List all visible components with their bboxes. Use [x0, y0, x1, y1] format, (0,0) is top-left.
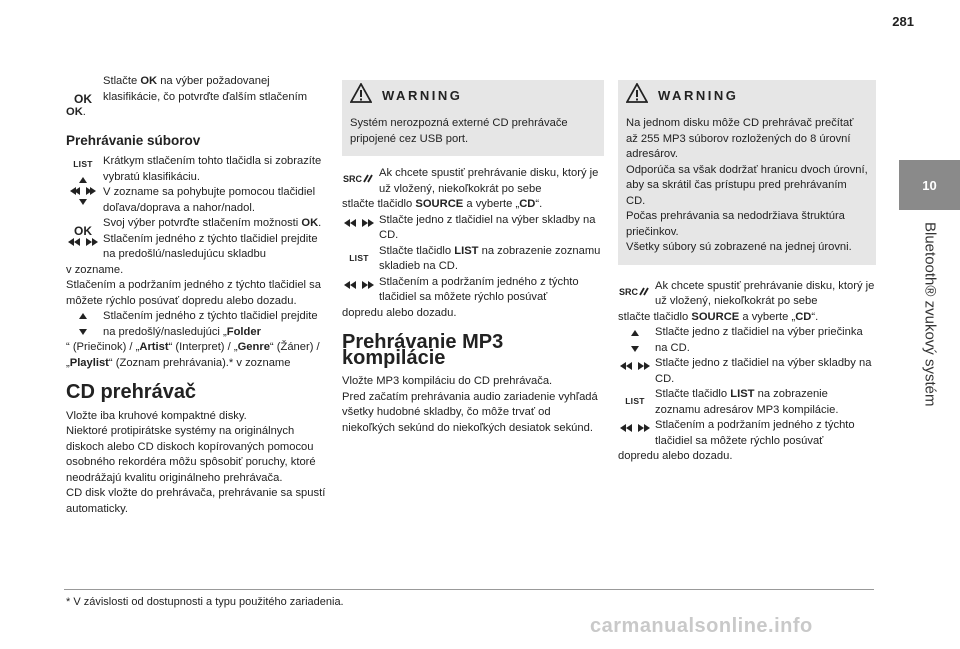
bold-text: SOURCE	[415, 198, 464, 210]
text: Stlačením a podržaním jedného z týchto tlačidiel sa môžete rýchlo posúvať	[655, 419, 855, 447]
watermark: carmanualsonline.info	[590, 615, 813, 637]
ok-confirm-instruction	[66, 216, 326, 238]
source-instruction	[342, 166, 604, 197]
svg-text:SRC: SRC	[343, 174, 363, 184]
fast-forward-tail: dopredu alebo dozadu.	[342, 306, 457, 319]
track-select-instruction	[618, 356, 876, 387]
fast-forward-instruction	[342, 275, 604, 306]
text: “.	[535, 198, 543, 210]
text: Stlačte tlačidlo	[379, 244, 455, 257]
mp3-heading: Prehrávanie MP3 kompilácie	[342, 331, 504, 369]
bold-text: OK	[301, 217, 319, 229]
bold-text: Playlist	[69, 356, 109, 369]
bold-text: Folder	[226, 325, 261, 338]
fast-forward-tail: dopredu alebo dozadu.	[618, 450, 733, 462]
list-instruction	[66, 154, 326, 185]
column-1	[66, 74, 326, 517]
category-instruction	[66, 309, 326, 340]
text: Stlačte jedno z tlačidiel na výber priečinka na CD.	[655, 326, 863, 354]
text: Stlačte tlačidlo	[655, 388, 731, 400]
bold-text: OK	[140, 75, 158, 87]
chapter-number-tab: 10	[899, 160, 960, 210]
folder-select-instruction	[618, 325, 876, 356]
text: Ak chcete spustiť prehrávanie disku, ktorý je už vložený, niekoľkokrát po sebe	[379, 167, 599, 195]
ok-instruction	[66, 74, 326, 105]
text: a vyberte „	[463, 198, 520, 210]
text: a vyberte „	[739, 310, 796, 323]
fast-forward-instruction	[618, 418, 876, 449]
text: Stlačte jedno z tlačidiel na výber skladby na CD.	[379, 213, 596, 241]
warning-triangle-icon	[350, 83, 372, 109]
ok-button-icon: OK	[74, 224, 92, 238]
chapter-title	[899, 222, 960, 552]
bold-text: CD	[519, 198, 536, 210]
bold-text: LIST	[454, 244, 479, 257]
text: Stlačte	[103, 75, 141, 87]
cd-heading: CD prehrávač	[66, 381, 197, 403]
left-right-arrows-icon	[342, 218, 376, 228]
bold-text: CD	[795, 310, 812, 323]
text: Krátkym stlačením tohto tlačidla si zobrazíte vybratú klasifikáciu.	[103, 155, 322, 183]
warning-box	[342, 80, 604, 156]
paragraph: v zozname. Stlačením a podržaním jedného z týchto tlačidiel sa môžete rýchlo posúvať dopredu alebo dozadu.	[66, 263, 321, 307]
column-3	[618, 80, 876, 465]
files-heading: Prehrávanie súborov	[66, 132, 201, 148]
text: stlačte tlačidlo	[618, 310, 692, 323]
left-right-arrows-icon	[342, 280, 376, 290]
text: Stlačením jedného z týchto tlačidiel prejdite na predošlú/nasledujúcu skladbu	[103, 232, 318, 260]
text: “ (Zoznam prehrávania).* v zozname	[108, 356, 291, 369]
text: Svoj výber potvrďte stlačením možnosti	[103, 217, 302, 229]
warning-triangle-icon	[626, 83, 648, 109]
up-down-arrows-icon	[66, 312, 100, 336]
nav-instruction	[66, 185, 326, 216]
left-right-arrows-icon	[618, 361, 652, 371]
text: stlačte tlačidlo	[342, 198, 416, 210]
cd-paragraph: Vložte iba kruhové kompaktné disky. Niektoré protipirátske systémy na originálnych diskoch alebo CD diskoch kopírovaných pomocou osobného rekordéra môžu spôsobiť poruchy, ktoré neodrážajú kvalitu originálneho prehrávača. CD disk vložte do prehrávača, prehrávanie sa spustí automaticky.	[66, 409, 326, 515]
text: na výber požadovanej klasifikácie, čo potvrďte ďalším stlačením	[103, 75, 308, 103]
bold-text: SOURCE	[691, 310, 740, 323]
source-button-icon	[618, 285, 652, 297]
text: “.	[811, 310, 819, 323]
footnote: * V závislosti od dostupnosti a typu použitého zariadenia.	[66, 596, 344, 608]
list-instruction	[342, 244, 604, 275]
list-instruction	[618, 387, 876, 418]
warning-box	[618, 80, 876, 265]
four-way-arrows-icon	[66, 175, 100, 207]
mp3-paragraph: Vložte MP3 kompiláciu do CD prehrávača. Pred začatím prehrávania audio zariadenie vyhľadá všetky hudobné skladby, čo môže trvať od niekoľkých sekúnd do niekoľkých desiatok sekúnd.	[342, 375, 598, 434]
text: V zozname sa pohybujte pomocou tlačidiel doľava/doprava a nahor/nadol.	[103, 186, 316, 214]
track-instruction	[66, 232, 326, 263]
left-right-arrows-icon	[66, 237, 100, 247]
column-2	[342, 80, 604, 436]
text: “ (Žáner) / „	[66, 341, 320, 369]
list-button-icon: LIST	[349, 252, 369, 263]
source-instruction	[618, 279, 876, 310]
text: Stlačením a podržaním jedného z týchto tlačidiel sa môžete rýchlo posúvať	[379, 275, 579, 303]
left-right-arrows-icon	[618, 423, 652, 433]
chapter-title-text: Bluetooth® zvukový systém	[921, 222, 938, 407]
warning-title: WARNING	[382, 88, 463, 104]
text: Stlačte jedno z tlačidiel na výber skladby na CD.	[655, 357, 872, 385]
ok-tail: OK.	[66, 106, 86, 118]
warning-header	[350, 84, 596, 108]
bold-text: Genre	[237, 341, 270, 353]
text: “ (Interpret) / „	[168, 341, 238, 353]
source-tail	[342, 197, 604, 213]
text: Stlačením jedného z týchto tlačidiel prejdite na predošlý/nasledujúci „	[103, 310, 318, 338]
category-tail	[66, 340, 326, 371]
warning-header	[626, 84, 868, 108]
bold-text: OK	[66, 106, 83, 118]
track-select-instruction	[342, 213, 604, 244]
text: na zobrazenie zoznamu adresárov MP3 kompilácie.	[655, 388, 839, 416]
text: .	[318, 217, 322, 229]
text: na zobrazenie zoznamu skladieb na CD.	[379, 244, 601, 272]
list-button-icon: LIST	[625, 396, 645, 406]
bold-text: LIST	[730, 388, 755, 400]
svg-text:SRC: SRC	[619, 286, 639, 297]
list-button-icon: LIST	[73, 159, 93, 169]
text: Ak chcete spustiť prehrávanie disku, ktorý je už vložený, niekoľkokrát po sebe	[655, 279, 875, 307]
ok-button-icon: OK	[74, 92, 92, 106]
footer-divider	[64, 589, 874, 590]
up-down-arrows-icon	[618, 329, 652, 353]
bold-text: Artist	[139, 341, 169, 353]
source-button-icon	[342, 172, 376, 184]
warning-text: Systém nerozpozná externé CD prehrávače pripojené cez USB port.	[350, 117, 568, 145]
page-number: 281	[892, 14, 914, 29]
source-tail	[618, 310, 876, 326]
warning-text: Na jednom disku môže CD prehrávač prečítať až 255 MP3 súborov rozložených do 8 úrovní adresárov. Odporúča sa však dodržať hranicu dvoch úrovní, aby sa skrátil čas prístupu pred prehrávaním CD. Počas prehrávania sa nedodržiava štruktúra priečinkov. Všetky súbory sú zobrazené na jednej úrovni.	[626, 117, 868, 253]
text: “ (Priečinok) / „	[66, 341, 140, 353]
warning-title: WARNING	[658, 88, 739, 104]
